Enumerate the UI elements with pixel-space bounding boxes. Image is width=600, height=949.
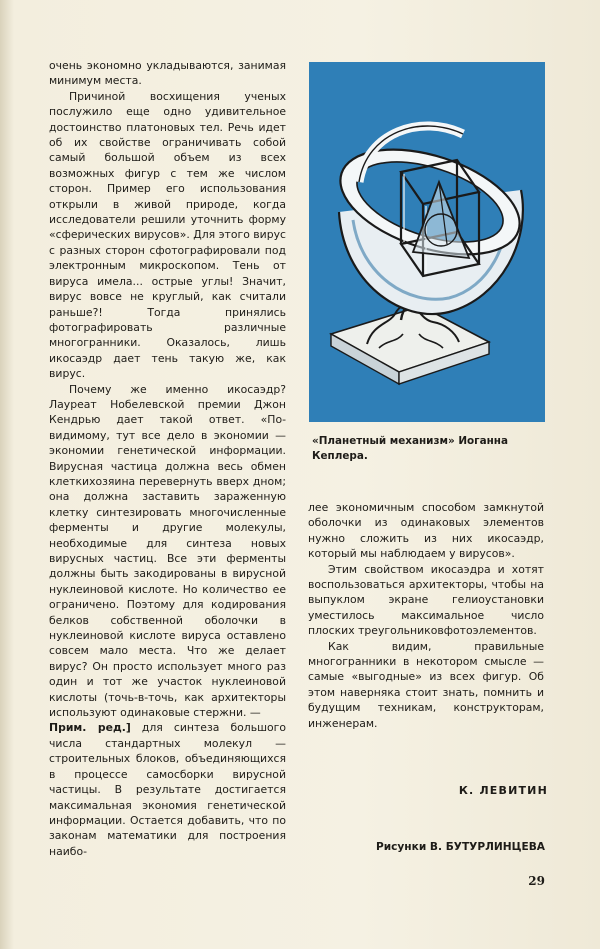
right-paragraph-1: лее экономичным способом замкнутой оболочки из одинаковых элементов нужно сложить из них икосаэдр, который мы наблюдаем у вирусов». [308, 501, 544, 561]
right-paragraph-3: Как видим, правильные многогранники в некотором смысле — самые «выгодные» из всех фигур. Об этом наверняка стоит знать, помнить и будущим техникам, конструкторам, инженерам. [308, 639, 544, 730]
page-gutter-shadow [0, 0, 14, 949]
left-text-column [49, 58, 286, 859]
illustration-drawing [309, 62, 545, 422]
left-paragraph-2: Причиной восхищения ученых послужило еще одно удивительное достоинство платоновых тел. Речь идет об их свойстве ограничивать собой самый большой объем из всех возможных фигур с тем же числом сторон. Пример его использования открыли в живой природе, когда исследователи решили уточнить форму «сферических вирусов». Для этого вирус с разных сторон сфотографировали под электронным микроскопом. Тень от вируса имела... острые углы! Значит, вирус вовсе не круглый, как считали раньше?! Тогда принялись фотографировать различные многогранники. Оказалось, лишь икосаэдр дает тень такую же, как вирус. [49, 89, 286, 381]
illustration-caption: «Планетный механизм» Иоганна Кеплера. [312, 435, 508, 462]
kepler-mechanism-illustration [309, 62, 545, 422]
right-paragraph-2: Этим свойством икосаэдра и хотят воспользоваться архитекторы, чтобы на выпуклом экране гелиоустановки уместилось максимальное число плоских треугольниковфотоэлементов. [308, 562, 544, 638]
left-paragraph-4-text: для синтеза большого числа стандартных молекул — строительных блоков, объединяющихся в процессе самосборки вирусной частицы. В результате достигается максимальная экономия генетической информации. Остается добавить, что по законам математики для построения наибо- [49, 721, 286, 858]
left-paragraph-4 [49, 720, 286, 859]
editor-note-label: Прим. ред.] [49, 721, 131, 735]
article-author: К. ЛЕВИТИН [458, 784, 548, 797]
right-text-column [308, 500, 544, 731]
left-paragraph-3: Почему же именно икосаэдр? Лауреат Нобелевской премии Джон Кендрью дает такой ответ. «По-видимому, тут все дело в экономии — экономии генетической информации. Вирусная частица должна весь обмен клеткихозяина перевернуть вверх дном; она должна заставить зараженную клетку синтезировать многочисленные ферменты и другие молекулы, необходимые для синтеза новых вирусных частиц. Все эти ферменты должны быть закодированы в вирусной нуклеиновой кислоте. Но количество ее ограничено. Поэтому для кодирования белков собственной оболочки в нуклеиновой кислоте вируса оставлено совсем мало места. Что же делает вирус? Он просто использует много раз один и тот же участок нуклеиновой кислоты (точь-в-точь, как архитекторы используют одинаковые стержни. — [49, 382, 286, 720]
page-number: 29 [528, 874, 545, 888]
illustration-credit: Рисунки В. БУТУРЛИНЦЕВА [375, 841, 545, 853]
left-paragraph-1: очень экономно укладываются, занимая минимум места. [49, 59, 286, 88]
